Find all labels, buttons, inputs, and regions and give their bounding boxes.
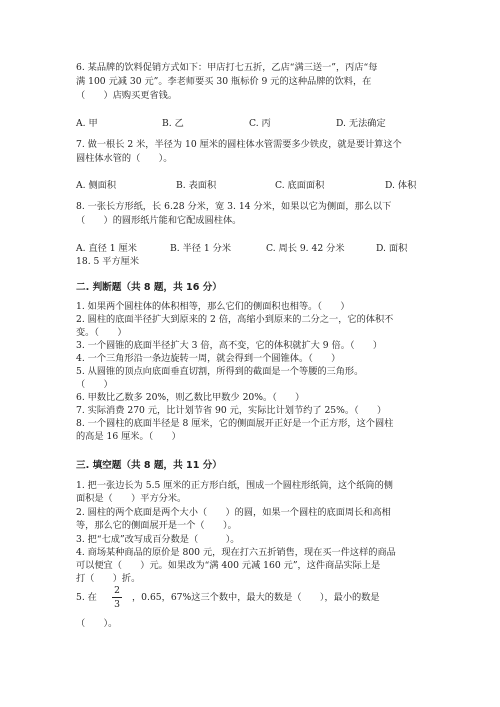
fraction-bar (112, 597, 122, 598)
section-2-heading: 二. 判断题（共 8 题，共 16 分） (76, 282, 222, 293)
q6-line-1: 6. 某品牌的饮料促销方式如下：甲店打七五折，乙店“满三送一”，丙店“每 (76, 62, 378, 73)
q7-option-c: C. 底面面积 (275, 180, 325, 191)
judge-line-7: （ ） (76, 379, 113, 390)
fraction-two-thirds (112, 585, 122, 610)
q6-line-3: （ ）店购买更省钱。 (76, 90, 178, 101)
fill-line-1: 1. 把一张边长为 5.5 厘米的正方形白纸，围成一个圆柱形纸筒，这个纸筒的侧 (76, 480, 393, 491)
q7-option-d: D. 体积 (385, 180, 417, 191)
q6-line-2: 满 100 元减 30 元”。李老师要买 30 瓶标价 9 元的这种品牌的饮料，在 (76, 76, 372, 87)
section-3-heading: 三. 填空题（共 8 题，共 11 分） (76, 460, 222, 471)
q8-option-a: A. 直径 1 厘米 (76, 243, 137, 254)
judge-line-5: 4. 一个三角形沿一条边旋转一周，就会得到一个圆锥体。（ ） (76, 353, 341, 364)
fill-line-7: 可以便宜（ ）元。如果改为“满 400 元减 160 元”，这件商品实际上是 (76, 560, 381, 571)
fill-line-3: 2. 圆柱的两个底面是两个大小（ ）的圆，如果一个圆柱的底面周长和高相 (76, 507, 391, 518)
judge-line-2: 2. 圆柱的底面半径扩大到原来的 2 倍，高缩小到原来的二分之一，它的体积不 (76, 314, 394, 325)
judge-line-11: 的高是 16 厘米。（ ） (76, 431, 181, 442)
judge-line-10: 8. 一个圆柱的底面半径是 8 厘米，它的侧面展开正好是一个正方形，这个圆柱 (76, 418, 394, 429)
fill-line-4: 等，那么它的侧面展开是一个（ ）。 (76, 520, 237, 531)
judge-line-3: 变。（ ） (76, 327, 127, 338)
fill-line-8: 打（ ）折。 (76, 573, 141, 584)
q8-option-b: B. 半径 1 分米 (170, 243, 232, 254)
q8-line-2: （ ）的圆形纸片能和它配成圆柱体。 (76, 215, 242, 226)
q8-option-d-tail: 18. 5 平方厘米 (76, 256, 140, 267)
q7-line-2: 圆柱体水管的（ ）。 (76, 153, 173, 164)
q8-option-d: D. 面积 (376, 243, 408, 254)
judge-line-1: 1. 如果两个圆柱体的体积相等，那么它们的侧面积也相等。（ ） (76, 301, 350, 312)
q7-line-1: 7. 做一根长 2 米，半径为 10 厘米的圆柱体水管需要多少铁皮，就是要计算这个 (76, 139, 402, 150)
fraction-denominator: 3 (114, 599, 120, 610)
fill-line-2: 面积是（ ）平方分米。 (76, 493, 187, 504)
judge-line-9: 7. 实际消费 270 元，比计划节省 90 元，实际比计划节约了 25%。（ ） (76, 405, 387, 416)
q6-option-a: A. 甲 (76, 118, 98, 129)
judge-line-8: 6. 甲数比乙数多 20%，则乙数比甲数少 20%。（ ） (76, 392, 305, 403)
q8-option-c: C. 周长 9. 42 分米 (266, 243, 345, 254)
judge-line-6: 5. 从圆锥的顶点向底面垂直切割，所得到的截面是一个等腰的三角形。 (76, 366, 364, 377)
fraction-numerator: 2 (114, 585, 120, 596)
q8-line-1: 8. 一张长方形纸，长 6.28 分米，宽 3. 14 分米，如果以它为侧面，那么以下 (76, 201, 392, 212)
fill-line-6: 4. 商场某种商品的原价是 800 元，现在打六五折销售，现在买一件这样的商品 (76, 547, 396, 558)
q6-option-c: C. 丙 (249, 118, 271, 129)
q6-option-d: D. 无法确定 (336, 118, 386, 129)
q7-option-a: A. 侧面积 (76, 180, 117, 191)
q7-option-b: B. 表面积 (176, 180, 217, 191)
fill-q5-suffix: ，0.65，67%这三个数中，最大的数是（ ），最小的数是 (132, 592, 380, 603)
fill-q5-prefix: 5. 在 (76, 592, 97, 603)
fill-line-5: 3. 把“七成”改写成百分数是（ ）。 (76, 534, 240, 545)
fill-q5-tail: （ ）。 (76, 618, 118, 629)
q6-option-b: B. 乙 (162, 118, 184, 129)
judge-line-4: 3. 一个圆锥的底面半径扩大 3 倍，高不变，它的体积就扩大 9 倍。（ ） (76, 340, 383, 351)
